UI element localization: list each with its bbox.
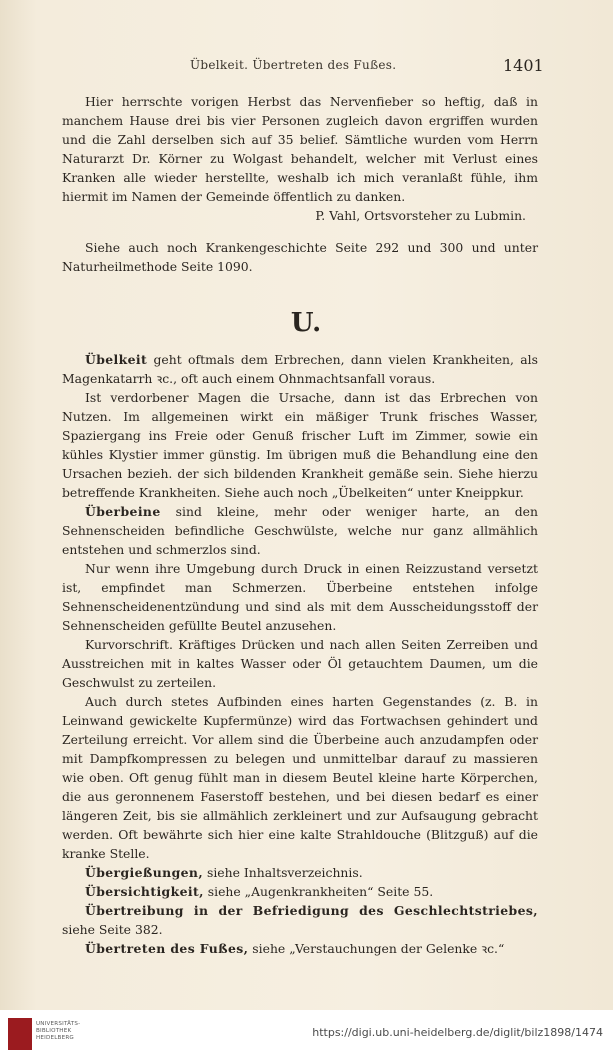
- entry-text: siehe „Augenkrankheiten“ Seite 55.: [203, 884, 434, 899]
- entry-text: siehe „Verstauchungen der Gelenke ꝛc.“: [248, 941, 505, 956]
- entry-ueberbeine: [62, 502, 538, 559]
- entry-uebelkeit: [62, 350, 538, 388]
- entry-term: Übertreten des Fußes,: [85, 941, 249, 956]
- testimonial-paragraph: Hier herrschte vorigen Herbst das Nervenfieber so heftig, daß in manchem Hause drei bis vier Personen zugleich davon ergriffen wurden und die Zahl derselben sich auf 35 belief. Sämtliche wurden vom Herrn Naturarzt Dr. Körner zu Wolgast behandelt, welcher mit Verlust eines Kranken alle wieder herstellte, weshalb ich mich veranlaßt fühle, ihm hiermit im Namen der Gemeinde öffentlich zu danken.: [62, 94, 538, 204]
- entry-term: Übelkeit: [85, 352, 148, 367]
- library-logo-icon: [8, 1018, 32, 1050]
- running-title: Übelkeit. Übertreten des Fußes.: [190, 58, 397, 72]
- entry-term: Übertreibung in der Befriedigung des Geschlechtstriebes,: [85, 903, 538, 918]
- entry-paragraph: Auch durch stetes Aufbinden eines harten Gegenstandes (z. B. in Leinwand gewickelte Kupfermünze) wird das Fortwachsen gehindert und Zerteilung erreicht. Vor allem sind die Überbeine auch anzudampfen oder mit Dampfkompressen zu belegen und unmittelbar darauf zu massieren wie oben. Oft genug fühlt man in diesem Beutel kleine harte Körperchen, die aus geronnenem Faserstoff bestehen, und bei diesen bedarf es einer längeren Zeit, bis sie allmählich zerkleinert und zur Aufsaugung gebracht werden. Oft bewährte sich hier eine kalte Strahldouche (Blitzguß) auf die kranke Stelle.: [62, 694, 538, 861]
- library-name: UNIVERSITÄTS- BIBLIOTHEK HEIDELBERG: [36, 1021, 81, 1041]
- entry-paragraph: Ist verdorbener Magen die Ursache, dann ist das Erbrechen von Nutzen. Im allgemeinen wirkt ein mäßiger Trunk frisches Wasser, Spaziergang ins Freie oder Genuß frischer Luft im Zimmer, sowie ein kühles Klystier immer günstig. Im übrigen muß die Behandlung eine den Ursachen bezieh. der sich bildenden Krankheit gemäße sein. Siehe hierzu betreffende Krankheiten. Siehe auch noch „Übelkeiten“ unter Kneippkur.: [62, 390, 538, 500]
- entry-text: geht oftmals dem Erbrechen, dann vielen Krankheiten, als Magenkatarrh ꝛc., oft auch einem Ohnmachtsanfall voraus.: [62, 352, 538, 386]
- viewer-footer: [0, 1010, 613, 1057]
- entries-block: [62, 350, 538, 958]
- entry-paragraph: Nur wenn ihre Umgebung durch Druck in einen Reizzustand versetzt ist, empfindet man Schmerzen. Überbeine entstehen infolge Sehnenscheidenentzündung und sind als mit dem Ausscheidungsstoff der Sehnenscheiden gefüllte Beutel anzusehen.: [62, 561, 538, 633]
- entry-uebertreten: [62, 939, 538, 958]
- entry-uebergiessungen: [62, 863, 538, 882]
- section-letter: U.: [290, 308, 323, 338]
- entry-term: Überbeine: [85, 504, 161, 519]
- testimonial-block: [62, 92, 538, 225]
- entry-text: sind kleine, mehr oder weniger harte, an den Sehnenscheiden befindliche Geschwülste, welche nur ganz allmählich entstehen und schmerzlos sind.: [62, 504, 538, 557]
- cross-reference-paragraph: Siehe auch noch Krankengeschichte Seite 292 und 300 und unter Naturheilmethode Seite 1090.: [62, 240, 538, 274]
- entry-term: Übergießungen,: [85, 865, 204, 880]
- entry-uebersichtigkeit: [62, 882, 538, 901]
- entry-paragraph: Kurvorschrift. Kräftiges Drücken und nach allen Seiten Zerreiben und Ausstreichen mit in kaltes Wasser oder Öl getauchtem Daumen, um die Geschwulst zu zerteilen.: [62, 637, 538, 690]
- entry-text: siehe Seite 382.: [62, 922, 163, 937]
- page-number: 1401: [503, 56, 544, 75]
- entry-term: Übersichtigkeit,: [85, 884, 204, 899]
- testimonial-signature: P. Vahl, Ortsvorsteher zu Lubmin.: [315, 208, 526, 223]
- permalink-url[interactable]: https://digi.ub.uni-heidelberg.de/diglit/bilz1898/1474: [312, 1026, 603, 1039]
- cross-reference-block: [62, 238, 538, 276]
- entry-text: siehe Inhaltsverzeichnis.: [203, 865, 363, 880]
- entry-uebertreibung: [62, 901, 538, 939]
- running-header: [0, 56, 613, 78]
